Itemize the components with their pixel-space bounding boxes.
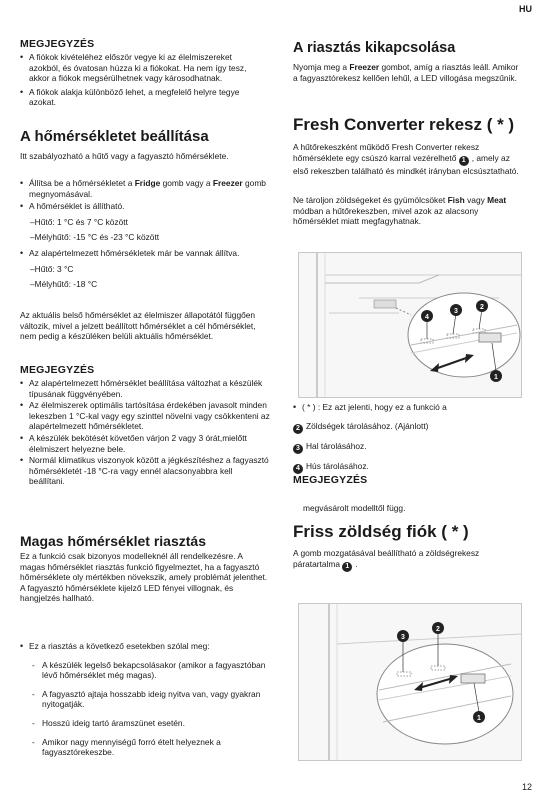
footnote-star: • ( * ) : Ez azt jelenti, hogy ez a funkció a [293,402,534,413]
section-title-fresh-converter: Fresh Converter rekesz ( * ) [293,115,515,134]
fresh-paragraph-1: A hűtőrekeszként működő Fresh Converter rekesz hőmérséklete egy csúszó karral vezérelhető 1 , amely az első rekeszben található és mindkét irányban elcsúsztatható. [293,142,519,176]
callout-number: 1 [459,156,469,166]
zoom-circle [377,644,513,744]
list-item: - Amikor nagy mennyiségű forró ételt helyeznek a fagyasztórekeszbe. [20,737,272,758]
legend [293,421,525,474]
list-item: • Ez a riasztás a következő esetekben szólal meg: [20,641,272,652]
section-title-alarm-off: A riasztás kikapcsolása [293,40,456,56]
fridge-compartment-illustration [299,253,521,397]
callout-label: 2 [480,304,484,311]
list-item: • A fiókok kivételéhez először vegye ki az élelmiszereket azokból, és óvatosan húzza ki a fiókokat. Ha nem így tesz, akkor a fiókok megsérülhetnek vagy károsodhatnak. [20,52,265,84]
list-item: • Az alapértelmezett hőmérséklet beállítása változhat a készülék típusának függvényében. [20,378,270,399]
section-title-alarm: Magas hőmérséklet riasztás [20,533,206,549]
legend-item: 4 Hús tárolásához. [293,461,525,474]
right-column [293,0,525,722]
list-item: • Állítsa be a hőmérsékletet a Fridge gomb vagy a Freezer gomb megnyomásával. [20,178,268,199]
temp-intro: Itt szabályozható a hűtő vagy a fagyasztó hőmérséklete. [20,151,229,161]
callout-label: 4 [425,314,429,321]
language-tag: HU [519,4,532,14]
legend-item: 3 Hal tárolásához. [293,441,525,454]
list-item: –Mélyhűtő: -15 °C és -23 °C között [30,232,160,243]
fresh-paragraph-2: Ne tároljon zöldségeket és gyümölcsöket Fish vagy Meat módban a hűtőrekeszben, mivel azok az alacsony hőmérséklet miatt megfagyhatnak. [293,195,507,227]
alarm-paragraph: Ez a funkció csak bizonyos modelleknél áll rendelkezésre. A magas hőmérséklet riasztás funkció figyelmeztet, ha a fagyasztó hőmérséklete oly mértékben növekszik, amely problémát jelenthet. A fagyasztó hőmérséklete kijelző LED fényei villognak, és hangjelzés hallható. [20,551,268,604]
list-item: • Az élelmiszerek optimális tartósítása érdekében javasolt minden lekeszben 1 °C-kal vagy egy szinttel növelni vagy csökkenteni az alapértelmezett hőmérsékletet. [20,400,270,432]
note-list [20,52,265,108]
model-note: megvásárolt modelltől függ. [303,503,406,513]
list-item: • Az alapértelmezett hőmérsékletek már be vannak állítva. [20,248,268,259]
callout-label: 1 [477,715,481,722]
note-heading: MEGJEGYZÉS [20,364,95,376]
note-heading: MEGJEGYZÉS [293,474,368,486]
section-title-temperature: A hőmérsékletet beállítása [20,128,209,145]
legend-item: 2 Zöldségek tárolásához. (Ajánlott) [293,421,525,434]
list-item: –Mélyhűtő: -18 °C [30,279,98,290]
list-item: - A készülék legelső bekapcsolásakor (amikor a fagyasztóban lévő hőmérséklet még magas). [20,660,272,681]
list-item: –Hűtő: 1 °C és 7 °C között [30,216,128,227]
callout-label: 2 [436,626,440,633]
note-list [20,378,270,487]
callout-number: 1 [342,562,352,572]
veg-drawer-diagram [298,603,522,761]
callout-label: 3 [401,634,405,641]
veg-paragraph: A gomb mozgatásával beállítható a zöldségrekesz páratartalma 1 . [293,548,480,570]
callout-number: 3 [293,444,303,454]
callout-label: 1 [494,374,498,381]
temp-paragraph: Az aktuális belső hőmérséklet az élelmiszer állapotától függően változik, mivel a jelzett beállított hőmérséklet a cél hőmérséklet, nem pedig a készüléken belüli aktuális hőmérséklet. [20,310,256,342]
callout-number: 2 [293,424,303,434]
slider-knob [461,674,485,683]
drawer-illustration [299,604,521,760]
note-heading: MEGJEGYZÉS [20,38,95,50]
list-item: • A fiókok alakja különböző lehet, a megfelelő helyre tegye azokat. [20,87,265,108]
slider-small [374,300,396,308]
alarm-off-paragraph: Nyomja meg a Freezer gombot, amíg a riasztás leáll. Amikor a fagyasztórekesz kellően lehűl, a LED villogása megszűnik. [293,62,519,83]
alarm-list [20,641,272,758]
section-title-veg-drawer: Friss zöldség fiók ( * ) [293,522,469,541]
slider-knob [479,333,501,342]
list-item: • Normál klimatikus viszonyok között a jégkészítéshez a fagyasztó hőmérsékletét -18 °C-ra vagy ennél alacsonyabbra kell beállítani. [20,455,270,487]
page-number: 12 [521,782,532,792]
list-item: • A készülék bekötését követően várjon 2 vagy 3 órát,mielőtt élelmiszert helyezne bele. [20,433,270,454]
temp-list [20,178,268,290]
list-item: –Hűtő: 3 °C [30,263,74,274]
list-item: - A fagyasztó ajtaja hosszabb ideig nyitva van, vagy gyakran nyitogatják. [20,689,272,710]
list-item: • A hőmérséklet is állítható. [20,201,268,212]
fresh-converter-diagram [298,252,522,398]
callout-label: 3 [454,308,458,315]
list-item: - Hosszú ideig tartó áramszünet esetén. [20,718,272,729]
callout-number: 4 [293,464,303,474]
